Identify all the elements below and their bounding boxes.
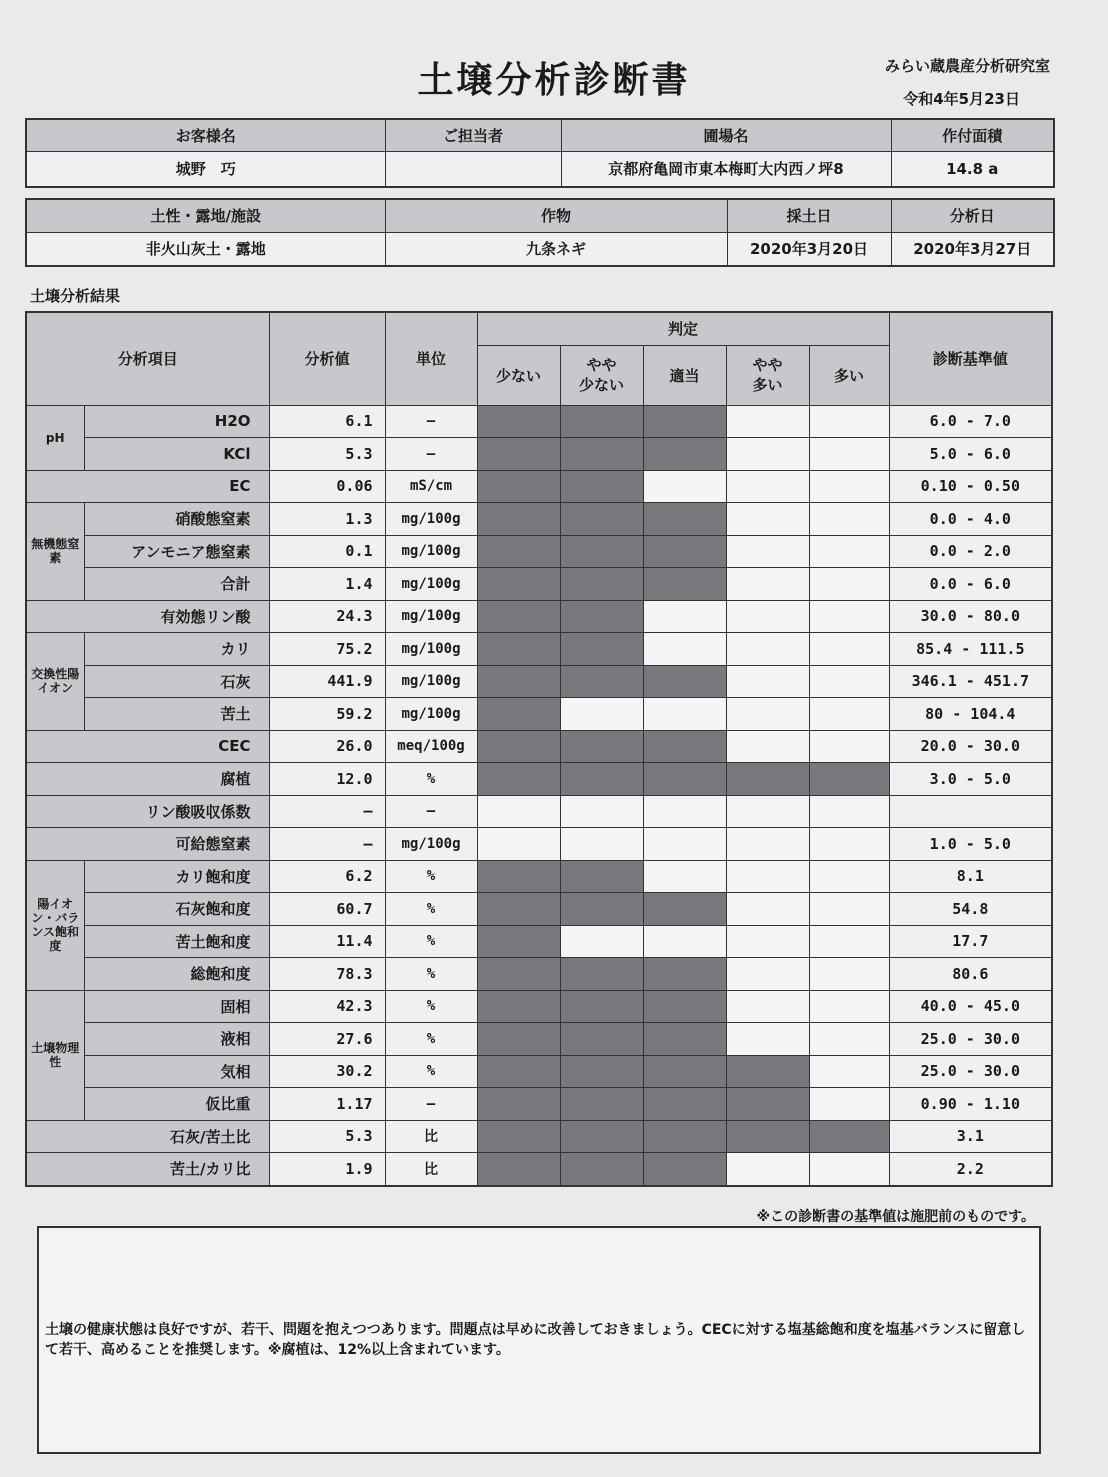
item-unit: mg/100g: [385, 503, 477, 536]
judge-bar-cell: [477, 438, 560, 471]
judge-bar-cell: [809, 438, 889, 471]
judge-bar-cell: [809, 763, 889, 796]
item-label: 石灰飽和度: [84, 893, 269, 926]
result-row: [26, 600, 1052, 633]
header-customer: お客様名: [26, 119, 385, 151]
judge-bar-cell: [560, 925, 643, 958]
judge-bar-cell: [643, 503, 726, 536]
item-value: —: [269, 795, 385, 828]
item-label: 苦土: [84, 698, 269, 731]
judge-bar-cell: [477, 730, 560, 763]
judge-bar-cell: [477, 568, 560, 601]
item-standard: 346.1 - 451.7: [889, 665, 1052, 698]
item-standard: 0.0 - 6.0: [889, 568, 1052, 601]
item-value: 60.7: [269, 893, 385, 926]
judge-bar-cell: [560, 1153, 643, 1186]
item-standard: 6.0 - 7.0: [889, 405, 1052, 438]
item-label: EC: [26, 470, 269, 503]
level-high: 多い: [809, 345, 889, 405]
item-unit: —: [385, 405, 477, 438]
result-row: [26, 860, 1052, 893]
judge-bar-cell: [643, 1153, 726, 1186]
item-unit: mg/100g: [385, 600, 477, 633]
sample-info-table: [25, 198, 1055, 267]
item-value: 24.3: [269, 600, 385, 633]
item-unit: —: [385, 795, 477, 828]
judge-bar-cell: [477, 665, 560, 698]
item-unit: 比: [385, 1120, 477, 1153]
lab-name: みらい蔵農産分析研究室: [884, 57, 1050, 75]
result-row: [26, 990, 1052, 1023]
item-unit: mg/100g: [385, 665, 477, 698]
judge-bar-cell: [643, 795, 726, 828]
item-unit: %: [385, 1055, 477, 1088]
judge-bar-cell: [643, 990, 726, 1023]
judge-bar-cell: [560, 990, 643, 1023]
item-label: カリ: [84, 633, 269, 666]
result-row: [26, 730, 1052, 763]
judge-bar-cell: [643, 600, 726, 633]
judge-bar-cell: [726, 1023, 809, 1056]
group-n: 無機態窒素: [26, 503, 84, 601]
judge-bar-cell: [477, 893, 560, 926]
header-field: 圃場名: [561, 119, 891, 151]
item-label: 総飽和度: [84, 958, 269, 991]
result-row: [26, 535, 1052, 568]
judge-bar-cell: [726, 1120, 809, 1153]
judge-bar-cell: [560, 1023, 643, 1056]
judge-bar-cell: [643, 1055, 726, 1088]
judge-bar-cell: [560, 763, 643, 796]
item-standard: 80.6: [889, 958, 1052, 991]
header-judge: 判定: [477, 312, 889, 345]
item-value: 6.1: [269, 405, 385, 438]
judge-bar-cell: [809, 1023, 889, 1056]
header-crop: 作物: [385, 199, 727, 232]
header-item: 分析項目: [26, 312, 269, 405]
judge-bar-cell: [809, 568, 889, 601]
item-value: 441.9: [269, 665, 385, 698]
judge-bar-cell: [477, 1120, 560, 1153]
judge-bar-cell: [643, 1023, 726, 1056]
header-value: 分析値: [269, 312, 385, 405]
item-value: 59.2: [269, 698, 385, 731]
item-value: 42.3: [269, 990, 385, 1023]
item-value: 27.6: [269, 1023, 385, 1056]
judge-bar-cell: [560, 470, 643, 503]
judge-bar-cell: [643, 535, 726, 568]
group-bal: 陽イオン・バランス飽和度: [26, 860, 84, 990]
header-soil-type: 土性・露地/施設: [26, 199, 385, 232]
item-standard: 54.8: [889, 893, 1052, 926]
judge-bar-cell: [560, 633, 643, 666]
judge-bar-cell: [809, 828, 889, 861]
result-row: [26, 470, 1052, 503]
item-standard: 0.90 - 1.10: [889, 1088, 1052, 1121]
judge-bar-cell: [643, 470, 726, 503]
judge-bar-cell: [643, 568, 726, 601]
item-value: 1.9: [269, 1153, 385, 1186]
judge-bar-cell: [477, 1153, 560, 1186]
item-label: 苦土飽和度: [84, 925, 269, 958]
item-value: 75.2: [269, 633, 385, 666]
judge-bar-cell: [809, 405, 889, 438]
item-standard: 30.0 - 80.0: [889, 600, 1052, 633]
judge-bar-cell: [809, 535, 889, 568]
sampling-date: 2020年3月20日: [727, 232, 891, 266]
judge-bar-cell: [809, 925, 889, 958]
results-table: [25, 311, 1053, 1187]
judge-bar-cell: [643, 1120, 726, 1153]
judge-bar-cell: [477, 828, 560, 861]
item-label: 硝酸態窒素: [84, 503, 269, 536]
group-cat: 交換性陽イオン: [26, 633, 84, 731]
item-unit: —: [385, 438, 477, 471]
item-standard: 2.2: [889, 1153, 1052, 1186]
item-label: 可給態窒素: [26, 828, 269, 861]
judge-bar-cell: [809, 795, 889, 828]
header-area: 作付面積: [891, 119, 1054, 151]
result-row: [26, 568, 1052, 601]
judge-bar-cell: [726, 665, 809, 698]
judge-bar-cell: [560, 795, 643, 828]
judge-bar-cell: [726, 925, 809, 958]
item-standard: 1.0 - 5.0: [889, 828, 1052, 861]
judge-bar-cell: [809, 958, 889, 991]
item-value: 0.1: [269, 535, 385, 568]
judge-bar-cell: [560, 1055, 643, 1088]
judge-bar-cell: [560, 698, 643, 731]
item-standard: 40.0 - 45.0: [889, 990, 1052, 1023]
group-ph: pH: [26, 405, 84, 470]
judge-bar-cell: [726, 828, 809, 861]
level-slightly-low: やや 少ない: [560, 345, 643, 405]
item-standard: 0.10 - 0.50: [889, 470, 1052, 503]
item-label: 気相: [84, 1055, 269, 1088]
item-label: リン酸吸収係数: [26, 795, 269, 828]
item-standard: 5.0 - 6.0: [889, 438, 1052, 471]
item-standard: 85.4 - 111.5: [889, 633, 1052, 666]
judge-bar-cell: [726, 1153, 809, 1186]
judge-bar-cell: [726, 1088, 809, 1121]
judge-bar-cell: [643, 958, 726, 991]
result-row: [26, 1023, 1052, 1056]
item-unit: mg/100g: [385, 828, 477, 861]
item-value: —: [269, 828, 385, 861]
judge-bar-cell: [643, 925, 726, 958]
item-value: 78.3: [269, 958, 385, 991]
judge-bar-cell: [477, 1088, 560, 1121]
header-standard: 診断基準値: [889, 312, 1052, 405]
item-standard: 20.0 - 30.0: [889, 730, 1052, 763]
header-staff: ご担当者: [385, 119, 561, 151]
judge-bar-cell: [809, 893, 889, 926]
judge-bar-cell: [643, 828, 726, 861]
staff-name: [385, 151, 561, 187]
judge-bar-cell: [560, 665, 643, 698]
item-unit: mg/100g: [385, 535, 477, 568]
judge-bar-cell: [809, 1153, 889, 1186]
item-unit: %: [385, 1023, 477, 1056]
judge-bar-cell: [809, 730, 889, 763]
judge-bar-cell: [726, 535, 809, 568]
item-standard: 17.7: [889, 925, 1052, 958]
item-label: 石灰/苦土比: [26, 1120, 269, 1153]
judge-bar-cell: [726, 1055, 809, 1088]
analysis-date: 2020年3月27日: [891, 232, 1054, 266]
judge-bar-cell: [643, 860, 726, 893]
result-row: [26, 503, 1052, 536]
judge-bar-cell: [809, 990, 889, 1023]
judge-bar-cell: [643, 730, 726, 763]
result-row: [26, 698, 1052, 731]
item-standard: 80 - 104.4: [889, 698, 1052, 731]
item-value: 11.4: [269, 925, 385, 958]
item-label: アンモニア態窒素: [84, 535, 269, 568]
item-standard: 3.1: [889, 1120, 1052, 1153]
judge-bar-cell: [809, 633, 889, 666]
judge-bar-cell: [809, 470, 889, 503]
result-row: [26, 405, 1052, 438]
judge-bar-cell: [477, 698, 560, 731]
judge-bar-cell: [726, 633, 809, 666]
result-row: [26, 633, 1052, 666]
judge-bar-cell: [726, 958, 809, 991]
judge-bar-cell: [477, 925, 560, 958]
item-standard: 25.0 - 30.0: [889, 1023, 1052, 1056]
result-row: [26, 1055, 1052, 1088]
judge-bar-cell: [726, 405, 809, 438]
standard-note: ※この診断書の基準値は施肥前のものです。: [756, 1209, 1035, 1225]
item-value: 6.2: [269, 860, 385, 893]
judge-bar-cell: [560, 958, 643, 991]
item-unit: %: [385, 763, 477, 796]
result-row: [26, 1088, 1052, 1121]
level-slightly-high: やや 多い: [726, 345, 809, 405]
judge-bar-cell: [643, 405, 726, 438]
item-unit: %: [385, 990, 477, 1023]
item-unit: %: [385, 860, 477, 893]
judge-bar-cell: [809, 600, 889, 633]
item-standard: 0.0 - 2.0: [889, 535, 1052, 568]
item-standard: 8.1: [889, 860, 1052, 893]
crop: 九条ネギ: [385, 232, 727, 266]
judge-bar-cell: [643, 665, 726, 698]
header-sampling-date: 採土日: [727, 199, 891, 232]
item-label: 腐植: [26, 763, 269, 796]
group-phys: 土壌物理性: [26, 990, 84, 1120]
judge-bar-cell: [560, 405, 643, 438]
judge-bar-cell: [726, 503, 809, 536]
judge-bar-cell: [477, 1055, 560, 1088]
item-value: 26.0: [269, 730, 385, 763]
results-label: 土壌分析結果: [30, 287, 121, 305]
result-row: [26, 1120, 1052, 1153]
field-area: 14.8 a: [891, 151, 1054, 187]
item-label: 苦土/カリ比: [26, 1153, 269, 1186]
judge-bar-cell: [477, 763, 560, 796]
result-row: [26, 763, 1052, 796]
item-unit: mg/100g: [385, 698, 477, 731]
item-label: 仮比重: [84, 1088, 269, 1121]
item-standard: [889, 795, 1052, 828]
judge-bar-cell: [809, 698, 889, 731]
item-unit: 比: [385, 1153, 477, 1186]
result-row: [26, 795, 1052, 828]
judge-bar-cell: [809, 1088, 889, 1121]
judge-bar-cell: [560, 568, 643, 601]
judge-bar-cell: [643, 1088, 726, 1121]
judge-bar-cell: [560, 535, 643, 568]
judge-bar-cell: [809, 665, 889, 698]
judge-bar-cell: [477, 990, 560, 1023]
judge-bar-cell: [560, 503, 643, 536]
item-label: 石灰: [84, 665, 269, 698]
item-unit: %: [385, 958, 477, 991]
result-row: [26, 665, 1052, 698]
item-value: 30.2: [269, 1055, 385, 1088]
item-value: 12.0: [269, 763, 385, 796]
judge-bar-cell: [726, 470, 809, 503]
judge-bar-cell: [560, 730, 643, 763]
result-row: [26, 438, 1052, 471]
judge-bar-cell: [809, 503, 889, 536]
customer-info-table: [25, 118, 1055, 188]
item-unit: mg/100g: [385, 568, 477, 601]
judge-bar-cell: [726, 600, 809, 633]
judge-bar-cell: [643, 438, 726, 471]
comment-box: [37, 1226, 1041, 1454]
judge-bar-cell: [726, 860, 809, 893]
item-label: H2O: [84, 405, 269, 438]
header-unit: 単位: [385, 312, 477, 405]
item-value: 1.3: [269, 503, 385, 536]
judge-bar-cell: [726, 568, 809, 601]
judge-bar-cell: [560, 600, 643, 633]
item-unit: mS/cm: [385, 470, 477, 503]
diagnosis-comment: 土壌の健康状態は良好ですが、若干、問題を抱えつつあります。問題点は早めに改善しておきましょう。CECに対する塩基総飽和度を塩基バランスに留意して若干、高めることを推奨します。※腐植は、12%以上含まれています。: [45, 1322, 1026, 1358]
judge-bar-cell: [726, 893, 809, 926]
item-standard: 0.0 - 4.0: [889, 503, 1052, 536]
field-name: 京都府亀岡市東本梅町大内西ノ坪8: [561, 151, 891, 187]
judge-bar-cell: [726, 698, 809, 731]
header-analysis-date: 分析日: [891, 199, 1054, 232]
item-label: 有効態リン酸: [26, 600, 269, 633]
item-label: KCl: [84, 438, 269, 471]
judge-bar-cell: [477, 958, 560, 991]
judge-bar-cell: [477, 860, 560, 893]
judge-bar-cell: [726, 730, 809, 763]
level-proper: 適当: [643, 345, 726, 405]
judge-bar-cell: [560, 893, 643, 926]
judge-bar-cell: [809, 1120, 889, 1153]
judge-bar-cell: [643, 698, 726, 731]
judge-bar-cell: [643, 763, 726, 796]
judge-bar-cell: [726, 795, 809, 828]
judge-bar-cell: [809, 860, 889, 893]
level-low: 少ない: [477, 345, 560, 405]
item-unit: meq/100g: [385, 730, 477, 763]
item-unit: mg/100g: [385, 633, 477, 666]
item-value: 5.3: [269, 438, 385, 471]
judge-bar-cell: [560, 1120, 643, 1153]
result-row: [26, 925, 1052, 958]
item-value: 1.4: [269, 568, 385, 601]
item-standard: 3.0 - 5.0: [889, 763, 1052, 796]
judge-bar-cell: [643, 633, 726, 666]
judge-bar-cell: [477, 600, 560, 633]
item-label: 液相: [84, 1023, 269, 1056]
judge-bar-cell: [809, 1055, 889, 1088]
judge-bar-cell: [560, 860, 643, 893]
item-unit: —: [385, 1088, 477, 1121]
item-unit: %: [385, 925, 477, 958]
judge-bar-cell: [560, 828, 643, 861]
item-standard: 25.0 - 30.0: [889, 1055, 1052, 1088]
judge-bar-cell: [726, 438, 809, 471]
soil-type: 非火山灰土・露地: [26, 232, 385, 266]
item-label: 固相: [84, 990, 269, 1023]
judge-bar-cell: [477, 633, 560, 666]
judge-bar-cell: [477, 795, 560, 828]
judge-bar-cell: [477, 405, 560, 438]
issue-date: 令和4年5月23日: [903, 90, 1020, 108]
item-label: CEC: [26, 730, 269, 763]
item-value: 0.06: [269, 470, 385, 503]
result-row: [26, 828, 1052, 861]
customer-name: 城野 巧: [26, 151, 385, 187]
result-row: [26, 958, 1052, 991]
judge-bar-cell: [477, 1023, 560, 1056]
judge-bar-cell: [560, 1088, 643, 1121]
judge-bar-cell: [643, 893, 726, 926]
judge-bar-cell: [477, 535, 560, 568]
judge-bar-cell: [560, 438, 643, 471]
result-row: [26, 893, 1052, 926]
item-value: 5.3: [269, 1120, 385, 1153]
judge-bar-cell: [726, 990, 809, 1023]
judge-bar-cell: [726, 763, 809, 796]
judge-bar-cell: [477, 470, 560, 503]
item-value: 1.17: [269, 1088, 385, 1121]
document-title: 土壌分析診断書: [417, 60, 691, 101]
item-label: カリ飽和度: [84, 860, 269, 893]
item-unit: %: [385, 893, 477, 926]
item-label: 合計: [84, 568, 269, 601]
judge-bar-cell: [477, 503, 560, 536]
result-row: [26, 1153, 1052, 1186]
